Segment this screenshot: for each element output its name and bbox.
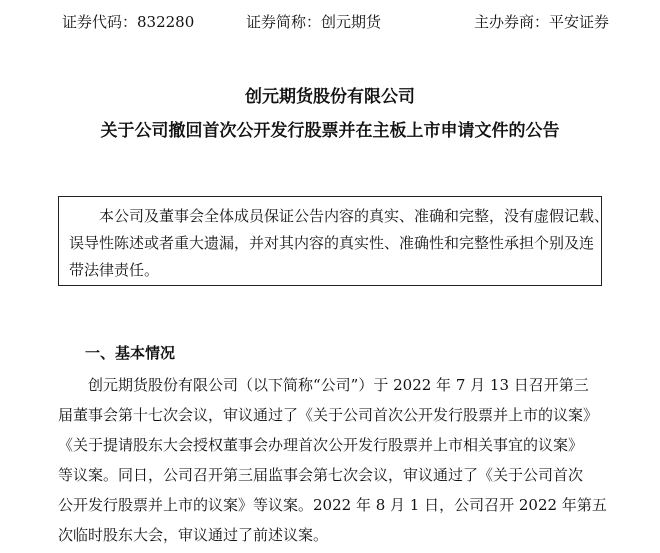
statement-box [58, 196, 610, 286]
statement-line: 本公司及董事会全体成员保证公告内容的真实、准确和完整，没有虚假记载、 [99, 207, 610, 225]
stock-code: 证券代码：832280 [62, 13, 195, 31]
statement-line: 带法律责任。 [69, 261, 160, 279]
section-heading-basic-info: 一、基本情况 [85, 344, 176, 362]
notice-title: 关于公司撤回首次公开发行股票并在主板上市申请文件的公告 [100, 121, 560, 141]
body-line: 创元期货股份有限公司（以下简称“公司”）于 2022 年 7 月 13 日召开第三 [88, 376, 589, 394]
announcement-header [0, 10, 660, 34]
company-title: 创元期货股份有限公司 [245, 87, 415, 107]
sponsor-broker: 主办券商：平安证券 [474, 13, 610, 31]
body-line: 次临时股东大会，审议通过了前述议案。 [58, 526, 329, 544]
section-body [58, 370, 618, 550]
stock-name: 证券简称：创元期货 [246, 13, 382, 31]
statement-line: 误导性陈述或者重大遗漏，并对其内容的真实性、准确性和完整性承担个别及连 [69, 234, 595, 252]
body-line: 届董事会第十七次会议，审议通过了《关于公司首次公开发行股票并上市的议案》 [58, 406, 599, 424]
body-line: 等议案。同日，公司召开第三届监事会第七次会议，审议通过了《关于公司首次 [58, 466, 584, 484]
body-line: 公开发行股票并上市的议案》等议案。2022 年 8 月 1 日，公司召开 2022 年第五 [58, 496, 607, 514]
body-line: 《关于提请股东大会授权董事会办理首次公开发行股票并上市相关事宜的议案》 [58, 436, 584, 454]
